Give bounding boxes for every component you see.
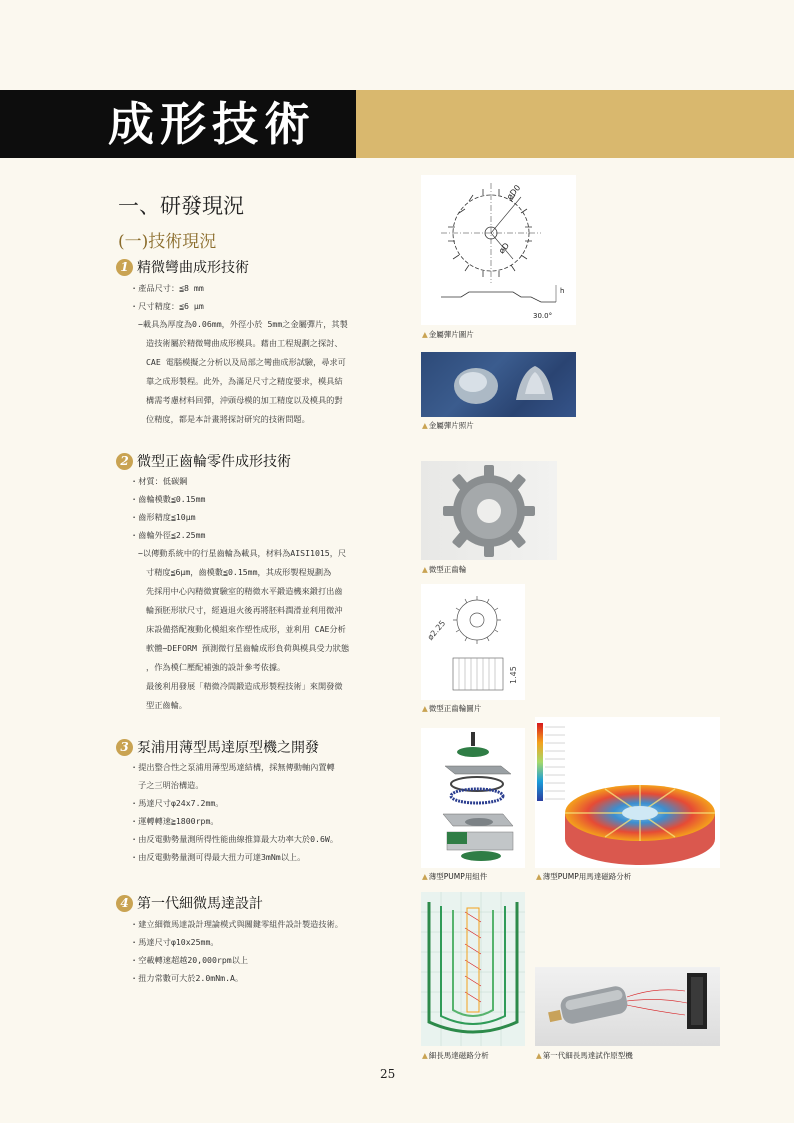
list-item: ・扭力常數可大於2.0mNm.A。 <box>130 973 244 983</box>
spring-photo <box>421 352 576 417</box>
paragraph-line: 先採用中心內精微實驗室的精微水平鍛造機來鍛打出齒 <box>146 586 343 596</box>
diameter-label: ø2.25 <box>425 618 448 642</box>
list-item: ・建立細微馬達設計理論模式與關鍵零組件設計製造技術。 <box>130 919 343 929</box>
paragraph-line: −載具為厚度為0.06mm，外徑小於 5mm之金屬彈片，其製 <box>138 319 348 329</box>
list-item: ・產品尺寸：≦8 mm <box>130 283 204 293</box>
list-item: ・尺寸精度：≦6 μm <box>130 301 204 311</box>
section-3-heading <box>116 737 319 757</box>
list-item: ・齒輪模數≦0.15mm <box>130 494 206 504</box>
diameter-label: øD <box>497 241 512 256</box>
list-item: ・由反電動勢量測可得最大扭力可達3mNm以上。 <box>130 852 306 862</box>
angle-label: 30.0° <box>533 312 553 320</box>
heading-research-status: 一、研發現況 <box>118 194 244 218</box>
section-3-body <box>130 758 410 866</box>
paragraph-line: 床設備搭配複動化模組來作塑性成形，並利用 CAE分析 <box>146 624 346 634</box>
list-item: ・齒形精度≦10μm <box>130 512 196 522</box>
page-number: 25 <box>380 1067 396 1081</box>
section-1-heading <box>116 257 249 277</box>
paragraph-line: 輪預胚形狀尺寸，經過退火後再將胚料潤滑並利用微沖 <box>146 605 343 615</box>
section-title: 泵浦用薄型馬達原型機之開發 <box>137 740 319 756</box>
section-2-body <box>130 472 410 715</box>
figure-caption: ▲微型正齒輪圖片 <box>422 704 482 713</box>
paragraph-line: 最後利用發展「精微冷間鍛造成形製程技術」來開發微 <box>146 681 343 691</box>
list-item: ・空載轉速超越20,000rpm以上 <box>130 955 249 965</box>
section-4-body <box>130 915 410 987</box>
figure-caption: ▲薄型PUMP用組件 <box>422 872 488 881</box>
section-4-heading <box>116 893 263 913</box>
figure-caption: ▲第一代細長馬達試作原型機 <box>536 1051 633 1060</box>
pump-magnetic-analysis-image <box>535 717 720 868</box>
paragraph-line: 構需考慮材料回彈，沖頭母模的加工精度以及模具的對 <box>146 395 343 405</box>
heading-tech-status: (一)技術現況 <box>118 232 217 252</box>
section-number-badge: 2 <box>116 453 133 470</box>
list-item: ・材質：低碳鋼 <box>130 476 188 486</box>
section-number-badge: 1 <box>116 259 133 276</box>
paragraph <box>130 544 410 715</box>
paragraph-line: 造技術屬於精微彎曲成形模具。藉由工程規劃之探討、 <box>146 338 343 348</box>
section-title: 第一代細微馬達設計 <box>137 896 263 912</box>
paragraph-line: −以傳動系統中的行星齒輪為載具，材料為AISI1015，尺 <box>138 548 347 558</box>
section-1-body <box>130 279 410 429</box>
figure-caption: ▲金屬彈片照片 <box>422 421 474 430</box>
motor-magnetic-analysis-image <box>421 892 525 1046</box>
motor-prototype-photo <box>535 967 720 1046</box>
micro-gear-drawing <box>421 584 525 700</box>
section-title: 精微彎曲成形技術 <box>137 260 249 276</box>
height-label: h <box>560 287 565 295</box>
diameter-label: øD0 <box>505 183 523 202</box>
section-number-badge: 4 <box>116 895 133 912</box>
list-item: ・提出整合性之泵浦用薄型馬達結構，採無傳動軸內置轉 <box>130 762 335 772</box>
list-item: ・由反電動勢量測所得性能曲線推算最大功率大於0.6W。 <box>130 834 339 844</box>
paragraph <box>130 315 410 429</box>
micro-gear-photo <box>421 461 557 560</box>
page-title: 成形技術 <box>108 97 316 151</box>
paragraph-line: 寸精度≦6μm，齒模數≦0.15mm，其成形製程規劃為 <box>146 567 332 577</box>
paragraph-line: 位精度，都是本計畫將探討研究的技術問題。 <box>146 414 310 424</box>
length-label: 1.45 <box>509 666 518 684</box>
figure-caption: ▲微型正齒輪 <box>422 565 467 574</box>
pump-assembly-image <box>421 728 525 868</box>
paragraph-line: 軟體−DEFORM 預測微行星齒輪成形負荷與模具受力狀態 <box>146 643 350 653</box>
section-2-heading <box>116 451 291 471</box>
section-title: 微型正齒輪零件成形技術 <box>137 454 291 470</box>
paragraph-line: 靠之成形製程。此外，為滿足尺寸之精度要求，模具結 <box>146 376 343 386</box>
list-item: 子之三明治構造。 <box>138 780 204 790</box>
figure-caption: ▲薄型PUMP用馬達磁路分析 <box>536 872 632 881</box>
paragraph-line: ，作為模仁壓配補強的設計參考依據。 <box>146 662 286 672</box>
paragraph-line: 型正齒輪。 <box>146 700 187 710</box>
spring-technical-drawing <box>421 175 576 325</box>
paragraph-line: CAE 電腦模擬之分析以及局部之彎曲成形試驗，尋求可 <box>146 357 346 367</box>
list-item: ・齒輪外徑≦2.25mm <box>130 530 206 540</box>
list-item: ・運轉轉速≧1800rpm。 <box>130 816 219 826</box>
section-number-badge: 3 <box>116 739 133 756</box>
figure-caption: ▲細長馬達磁路分析 <box>422 1051 489 1060</box>
list-item: ・馬達尺寸φ10x25mm。 <box>130 937 219 947</box>
figure-caption: ▲金屬彈片圖片 <box>422 330 474 339</box>
list-item: ・馬達尺寸φ24x7.2mm。 <box>130 798 224 808</box>
